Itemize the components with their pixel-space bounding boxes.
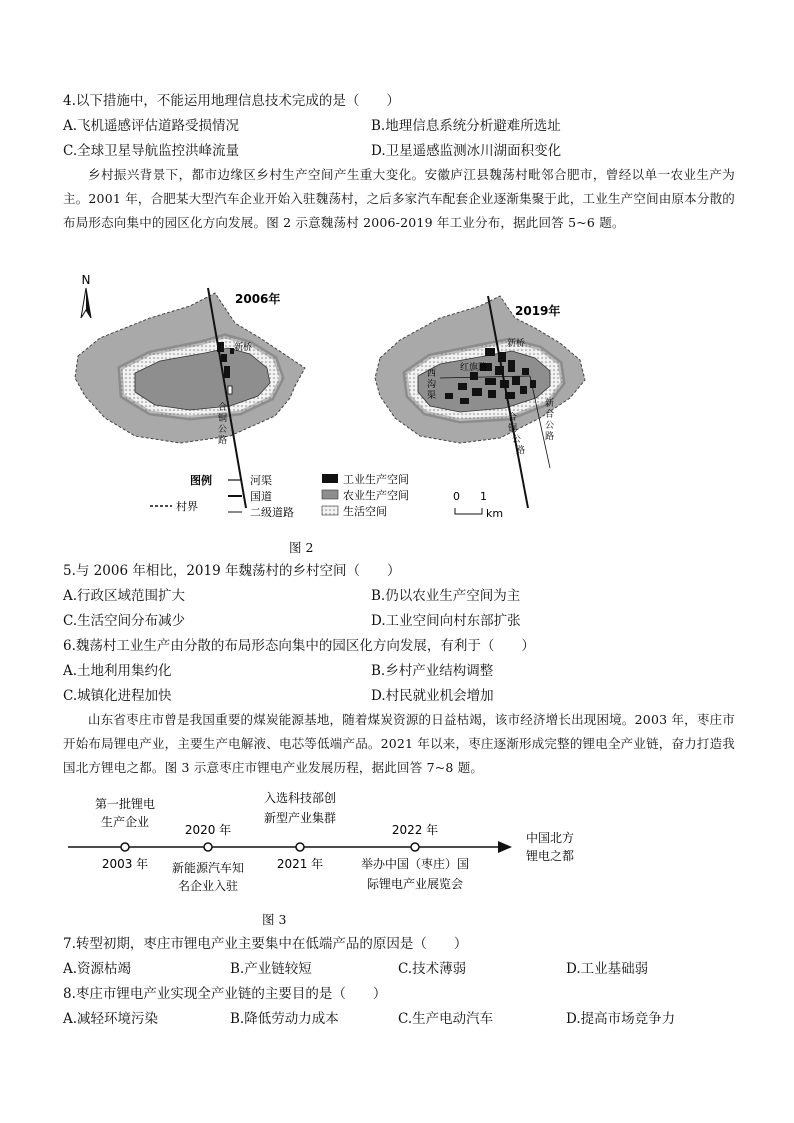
end-label-line2: 锂电之都 [525,849,575,863]
legend-living: 生活空间 [343,505,387,518]
legend-industrial: 工业生产空间 [343,473,409,486]
figure-3-caption: 图 3 [262,912,287,927]
xiyuan-label-3: 渠 [427,391,437,401]
xinhe-road-label-4: 路 [545,432,555,442]
q7-option-d: D.工业基础弱 [566,961,649,977]
scale-bar [455,508,482,514]
road-label-2006-3: 公 [218,425,228,435]
event-2003-line1: 第一批锂电 [94,797,156,811]
event-2021-line2: 新型产业集群 [263,811,337,825]
xiyuan-label-1: 西 [427,369,437,379]
xinhe-road-label-3: 公 [545,421,555,431]
q7-option-b: B.产业链较短 [230,961,312,977]
q8-stem: 8.枣庄市锂电产业实现全产业链的主要目的是（ ） [63,986,387,1002]
xinqiao-label-2006: 新桥 [234,343,253,353]
q4-option-c: C.全球卫星导航监控洪峰流量 [63,143,240,159]
timeline-arrow-icon [498,841,512,853]
q4-option-b: B.地理信息系统分析避难所选址 [371,118,561,134]
figure-3-timeline [60,790,740,900]
q7-stem: 7.转型初期，枣庄市锂电产业主要集中在低端产品的原因是（ ） [63,936,468,952]
legend-national-road: 国道 [250,490,272,503]
q5-option-a: A.行政区域范围扩大 [63,588,186,604]
timeline-node-2003 [121,843,129,851]
road-label-2006-2: 铜 [218,414,228,424]
q6-stem: 6.魏荡村工业生产由分散的布局形态向集中的园区化方向发展，有利于（ ） [63,638,535,654]
q6-option-d: D.村民就业机会增加 [371,688,494,704]
year-2003: 2003 年 [101,857,149,871]
passage-weidang: 乡村振兴背景下，都市边缘区乡村生产空间产生重大变化。安徽庐江县魏荡村毗邻合肥市，曾经以单一农业生产为主。2001 年，合肥某大型汽车企业开始入驻魏荡村，之后多家汽车配套企业逐渐集聚于此，工业生产空间由原本分散的布局形态向集中的园区化方向发展。图 2 示意魏荡村 2006-2019 年工业分布，据此回答 5~6 题。 [63,167,735,230]
xinhe-road-label-1: 新 [545,399,555,409]
q6-option-c: C.城镇化进程加快 [63,688,172,704]
event-2003-line2: 生产企业 [100,815,150,829]
legend-canal: 河渠 [250,474,272,487]
scale-one: 1 [480,490,487,503]
figure-2-map [60,268,740,530]
scale-unit: km [486,507,504,520]
q5-option-d: D.工业空间向村东部扩张 [371,613,521,629]
legend-secondary-road: 二级道路 [250,506,294,519]
q5-option-c: C.生活空间分布减少 [63,613,186,629]
road-label-2019-1: 合 [508,413,518,423]
q7-option-c: C.技术薄弱 [398,961,467,977]
event-2020-line1: 新能源汽车知 [171,861,245,875]
timeline-node-2021 [296,843,304,851]
road-label-2019-4: 路 [516,446,526,456]
q7-option-a: A.资源枯竭 [63,961,132,977]
xinqiao-label-2019: 新桥 [507,339,526,349]
event-2020-line2: 名企业入驻 [177,879,239,893]
legend-agricultural: 农业生产空间 [343,489,409,502]
year-label-2006: 2006年 [235,292,281,306]
event-2022-line2: 际锂电产业展览会 [366,877,464,891]
passage-zaozhuang: 山东省枣庄市曾是我国重要的煤炭能源基地，随着煤炭资源的日益枯竭，该市经济增长出现困境。2003 年，枣庄市开始布局锂电产业，主要生产电解液、电芯等低端产品。2021 年以来，枣庄逐渐形成完整的锂电全产业链，奋力打造我国北方锂电之都。图 3 示意枣庄市锂电产业发展历程，据此回答 7~8 题。 [63,712,735,775]
year-2021: 2021 年 [276,857,324,871]
legend-village-boundary: 村界 [176,500,198,513]
road-label-2019-2: 铜 [508,424,518,434]
q8-option-c: C.生产电动汽车 [398,1011,494,1027]
year-2022: 2022 年 [391,823,439,837]
end-label-line1: 中国北方 [525,831,575,845]
north-label: N [81,273,91,287]
q8-option-d: D.提高市场竞争力 [566,1011,676,1027]
q5-stem: 5.与 2006 年相比，2019 年魏荡村的乡村空间（ ） [63,563,401,579]
q4-stem: 4.以下措施中，不能运用地理信息技术完成的是（ ） [63,93,400,109]
figure-2-caption: 图 2 [289,540,314,555]
hongqi-road-label: 红旗路 [460,363,488,373]
event-2021-line1: 入选科技部创 [263,791,337,805]
road-label-2019-3: 公 [512,435,522,445]
xiyuan-label-2: 沟 [427,380,437,390]
q4-option-a: A.飞机遥感评估道路受损情况 [63,118,240,134]
xinhe-road-label-2: 合 [545,410,555,420]
q6-option-b: B.乡村产业结构调整 [371,663,494,679]
north-arrow-icon [81,273,91,318]
timeline-node-2022 [411,843,419,851]
q6-option-a: A.土地利用集约化 [63,663,172,679]
road-label-2006-4: 路 [218,436,228,446]
q5-option-b: B.仍以农业生产空间为主 [371,588,521,604]
year-label-2019: 2019年 [515,304,561,318]
figure-2-legend [150,472,503,520]
q8-option-a: A.减轻环境污染 [63,1011,159,1027]
road-label-2006-1: 合 [218,403,228,413]
timeline-node-2020 [204,843,212,851]
event-2022-line1: 举办中国（枣庄）国 [360,857,470,871]
q4-option-d: D.卫星遥感监测冰川湖面积变化 [371,143,562,159]
year-2020: 2020 年 [184,823,232,837]
legend-title: 图例 [190,474,212,487]
scale-zero: 0 [453,490,460,503]
q8-option-b: B.降低劳动力成本 [230,1011,339,1027]
